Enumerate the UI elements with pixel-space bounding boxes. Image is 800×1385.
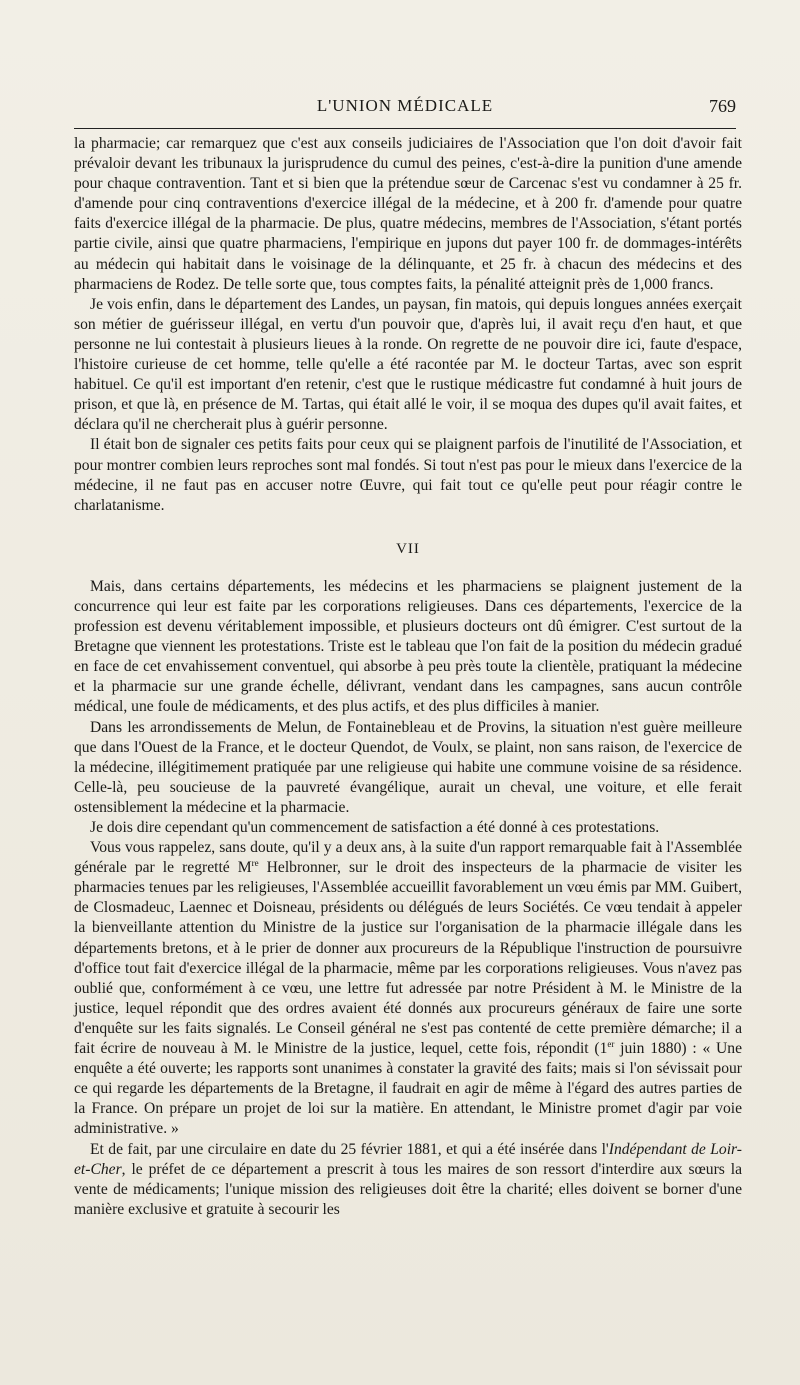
paragraph-4: Mais, dans certains départements, les médecins et les pharmaciens se plaignent justement de la concurrence qui leur est faite par les corporations religieuses. Dans ces départements, l'exercice de la profession est devenu véritablement impossible, et plusieurs docteurs ont dû émigrer. C'est surtout de la Bretagne que viennent les protestations. Triste est le tableau que l'on fait de la position du médecin gradué en face de cet envahissement conventuel, qui absorbe à peu près toute la clientèle, pratiquant la médecine et la pharmacie sur une grande échelle, délivrant, vendant dans les campagnes, sans aucun contrôle médical, une foule de médicaments, et des plus actifs, et des plus difficiles à manier. xyxy=(74,577,742,716)
paragraph-1: la pharmacie; car remarquez que c'est aux conseils judiciaires de l'Association que l'on doit d'avoir fait prévaloir devant les tribunaux la jurisprudence du cumul des peines, c'est-à-dire la punition d'une amende pour chaque contravention. Tant et si bien que la prétendue sœur de Carcenac s'est vu condamner à 25 fr. d'amende pour cinq contraventions d'exercice illégal de la médecine, et à 200 fr. d'amende pour quatre faits d'exercice illégal de la pharmacie. De plus, quatre médecins, membres de l'Association, s'étant portés partie civile, ainsi que quatre pharmaciens, l'empirique en jupons dut payer 100 fr. de dommages-intérêts au médecin qui habitait dans le voisinage de la délinquante, et 25 fr. à chacun des médecins et des pharmaciens de Rodez. De telle sorte que, tous comptes faits, la pénalité atteignit près de 1,000 francs. xyxy=(74,135,742,293)
page-number: 769 xyxy=(709,96,736,116)
paragraph-7-part-a: Vous vous rappelez, sans doute, qu'il y a deux ans, à la suite d'un rapport remarquable fait à l'Assemblée générale par le regretté M xyxy=(74,839,742,877)
paragraph-8 xyxy=(74,1140,742,1220)
section-number: VII xyxy=(396,540,420,557)
paragraph-7-part-b: Helbronner, sur le droit des inspecteurs de la pharmacie de visiter les pharmacies tenues par les religieuses, l'Assemblée accueillit favorablement un vœu émis par MM. Guibert, de Closmadeuc, Laennec et Doisneau, présidents ou délégués de leurs Sociétés. Ce vœu tendait à appeler la bienveillante attention du Ministre de la justice sur l'organisation de la pharmacie illégale dans les départements bretons, et à le prier de donner aux procureurs de la République l'instruction de poursuivre d'office tout fait d'exercice illégal de la pharmacie, même par les corporations religieuses. Vous n'avez pas oublié que, conformément à ce vœu, une lettre fut adressée par notre Président à M. le Ministre de la justice, lequel répondit que des ordres avaient été donnés aux procureurs généraux de faire une sorte d'enquête sur les faits signalés. Le Conseil général ne s'est pas contenté de cette première démarche; il a fait écrire de nouveau à M. le Ministre de la justice, lequel, cette fois, répondit (1 xyxy=(74,859,742,1058)
paragraph-8-part-a: Et de fait, par une circulaire en date du 25 février 1881, et qui a été insérée dans l' xyxy=(90,1140,609,1158)
newspaper-title: Indépendant de Loir-et-Cher xyxy=(74,1140,743,1178)
header-rule xyxy=(74,128,736,129)
body-text xyxy=(74,134,742,1220)
paragraph-5: Dans les arrondissements de Melun, de Fontainebleau et de Provins, la situation n'est guère meilleure que dans l'Ouest de la France, et le docteur Quendot, de Voulx, se plaint, non sans raison, de l'exercice de la médecine, illégitimement pratiquée par une religieuse qui habite une commune voisine de sa résidence. Celle-là, peu soucieuse de la pauvreté évangélique, aurait un cheval, une voiture, et elle ferait ostensiblement la médecine et la pharmacie. xyxy=(74,718,742,816)
superscript-er: er xyxy=(607,1038,615,1049)
superscript-re: re xyxy=(251,858,259,868)
paragraph-8-part-b: , le préfet de ce département a prescrit à tous les maires de son ressort d'interdire aux sœurs la vente de médicaments; l'unique mission des religieuses doit être la charité; elles doivent se borner d'une manière exclusive et gratuite à secourir les xyxy=(74,1160,742,1218)
paragraph-6: Je dois dire cependant qu'un commencement de satisfaction a été donné à ces protestations. xyxy=(90,819,660,836)
paragraph-7-part-c: juin 1880) : « Une enquête a été ouverte; les rapports sont unanimes à constater la gravité des faits; mais si l'on sévissait pour ce qui regarde les départements de la Bretagne, il faudrait en agir de même à l'égard des autres parties de la France. On prépare un projet de loi sur la matière. En attendant, le Ministre promet d'agir par voie administrative. » xyxy=(74,1040,742,1138)
paragraph-2: Je vois enfin, dans le département des Landes, un paysan, fin matois, qui depuis longues années exerçait son métier de guérisseur illégal, en vertu d'un pouvoir que, d'après lui, il avait reçu d'en haut, et que personne ne lui contestait à plusieurs lieues à la ronde. On regrette de ne pouvoir dire ici, faute d'espace, l'histoire curieuse de cet homme, telle qu'elle a été racontée par M. le docteur Tartas, avec son esprit habituel. Ce qu'il est important d'en retenir, c'est que le rustique médicastre fut condamné à huit jours de prison, et que là, en présence de M. Tartas, qui était allé le voir, il se moqua des dupes qu'il avait faites, et déclara qu'il ne chercherait plus à guérir personne. xyxy=(74,295,742,434)
running-head xyxy=(74,96,736,122)
paragraph-3: Il était bon de signaler ces petits faits pour ceux qui se plaignent parfois de l'inutilité de l'Association, et pour montrer combien leurs reproches sont mal fondés. Si tout n'est pas pour le mieux dans l'exercice de la médecine, il ne faut pas en accuser notre Œuvre, qui fait tout ce qu'elle peut pour réagir contre le charlatanisme. xyxy=(74,436,742,514)
paragraph-7 xyxy=(74,838,742,1139)
running-title: L'UNION MÉDICALE xyxy=(316,96,494,115)
